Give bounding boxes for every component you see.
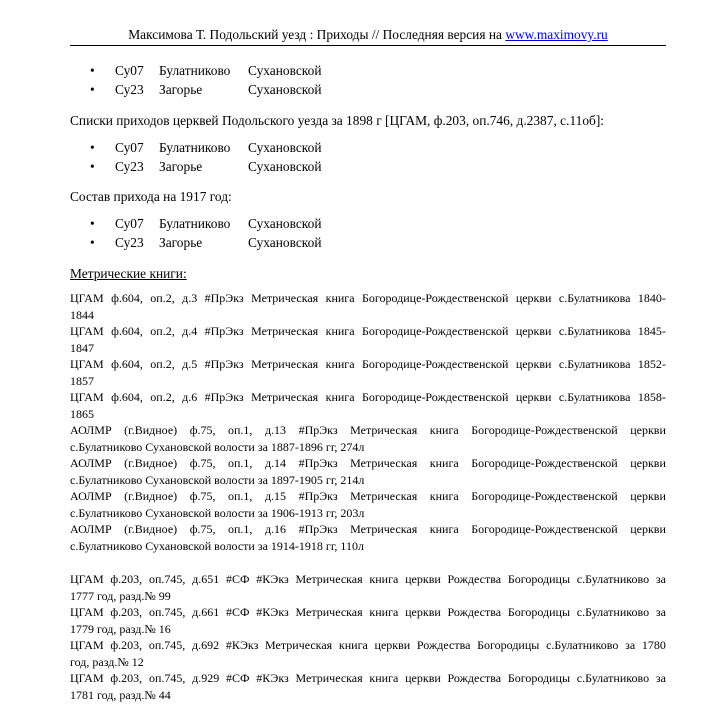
record-word: книга: [429, 489, 459, 503]
record-word: с.Булатникова: [558, 357, 631, 371]
record-line-2: год, разд.№ 12: [70, 654, 144, 669]
record-word: АОЛМР: [70, 489, 112, 503]
record-word: #СФ: [226, 605, 250, 619]
record-word: (г.Видное): [124, 456, 178, 470]
record-word: ф.203,: [110, 638, 143, 652]
record-word: с.Булатниково: [576, 671, 650, 685]
record-word: с.Булатникова: [558, 291, 631, 305]
record-line-2: с.Булатниково Сухановской волости за 1897-1905 гг, 214л: [70, 472, 365, 487]
village-name: Загорье: [159, 82, 203, 97]
record-line-2: 1844: [70, 307, 94, 322]
record-word: Метрическая: [265, 638, 333, 652]
record-word: церкви: [630, 456, 666, 470]
record-word: ф.604,: [111, 390, 143, 404]
record-word: #КЭкз: [225, 638, 259, 652]
volost-name: Сухановской: [248, 216, 322, 231]
record-word: оп.745,: [148, 638, 186, 652]
record-word: д.15: [264, 489, 287, 503]
record-word: Рождества: [447, 605, 502, 619]
record-word: Метрическая: [295, 671, 363, 685]
record-word: ф.75,: [189, 423, 216, 437]
record-word: книга: [369, 572, 399, 586]
record-line-1: [70, 670, 666, 687]
record-word: (г.Видное): [124, 489, 178, 503]
metric-book-record: [70, 521, 666, 554]
bullet-icon: •: [90, 82, 95, 97]
record-word: Богородице-Рождественской: [471, 456, 618, 470]
record-word: с.Булатникова: [558, 324, 631, 338]
record-word: Метрическая: [350, 489, 418, 503]
record-word: ф.604,: [111, 324, 143, 338]
record-word: Метрическая: [350, 456, 418, 470]
volost-name: Сухановской: [248, 140, 322, 155]
record-word: д.692: [192, 638, 220, 652]
record-word: 1852-: [637, 357, 666, 371]
record-line-2: 1857: [70, 373, 94, 388]
record-word: Богородицы: [507, 605, 571, 619]
record-word: 1845-: [637, 324, 666, 338]
record-word: Метрическая: [350, 423, 418, 437]
metric-book-record: [70, 670, 666, 703]
record-word: церкви: [515, 324, 552, 338]
parish-1917-paragraph: Состав прихода на 1917 год:: [70, 189, 232, 204]
record-line-1: [70, 323, 666, 340]
record-word: ЦГАМ: [70, 324, 104, 338]
record-word: 1840-: [637, 291, 666, 305]
record-word: д.661: [192, 605, 220, 619]
record-word: оп.2,: [150, 357, 175, 371]
record-word: ф.203,: [110, 572, 143, 586]
record-word: Метрическая: [295, 605, 363, 619]
record-word: Рождества: [447, 671, 502, 685]
village-name: Булатниково: [159, 140, 231, 155]
record-word: Метрическая: [251, 390, 319, 404]
record-word: д.14: [264, 456, 287, 470]
record-word: #ПрЭкз: [204, 291, 244, 305]
record-word: церкви: [405, 671, 441, 685]
record-word: ЦГАМ: [70, 390, 104, 404]
record-word: #ПрЭкз: [204, 324, 244, 338]
record-word: д.3: [182, 291, 198, 305]
record-word: за: [655, 572, 666, 586]
record-word: Богородице-Рождественской: [471, 423, 618, 437]
record-line-2: с.Булатниково Сухановской волости за 1906-1913 гг, 203л: [70, 505, 365, 520]
record-word: книга: [325, 291, 355, 305]
record-word: #КЭкз: [256, 605, 289, 619]
record-line-1: [70, 455, 666, 472]
record-word: #КЭкз: [256, 572, 289, 586]
record-word: книга: [429, 522, 459, 536]
record-word: АОЛМР: [70, 423, 112, 437]
record-word: оп.1,: [228, 456, 253, 470]
record-word: ЦГАМ: [70, 638, 104, 652]
record-word: с.Булатниково: [576, 572, 650, 586]
record-word: (г.Видное): [124, 522, 178, 536]
record-word: Метрическая: [350, 522, 418, 536]
record-word: ЦГАМ: [70, 572, 104, 586]
metric-books-list-b: [70, 571, 666, 703]
record-word: #СФ: [226, 572, 250, 586]
record-word: АОЛМР: [70, 456, 112, 470]
parish-lists-1898-paragraph: Списки приходов церквей Подольского уезда за 1898 г [ЦГАМ, ф.203, оп.746, д.2387, с.11об]:: [70, 113, 605, 128]
volost-name: Сухановской: [248, 235, 322, 250]
record-word: церкви: [630, 489, 666, 503]
village-name: Булатниково: [159, 63, 231, 78]
record-word: с.Булатникова: [558, 390, 631, 404]
record-word: Богородице-Рождественской: [361, 291, 509, 305]
village-name: Загорье: [159, 159, 203, 174]
record-word: Метрическая: [295, 572, 363, 586]
record-line-2: с.Булатниково Сухановской волости за 1887-1896 гг, 274л: [70, 439, 365, 454]
record-word: Богородице-Рождественской: [471, 522, 618, 536]
record-word: церкви: [630, 423, 666, 437]
record-word: оп.1,: [228, 423, 253, 437]
record-line-1: [70, 571, 666, 588]
metric-book-record: [70, 290, 666, 323]
record-word: 1858-: [637, 390, 666, 404]
metric-book-record: [70, 455, 666, 488]
record-line-1: [70, 356, 666, 373]
record-word: #ПрЭкз: [298, 489, 338, 503]
bullet-icon: •: [90, 159, 95, 174]
record-word: книга: [429, 423, 459, 437]
record-word: ЦГАМ: [70, 291, 104, 305]
record-word: д.13: [264, 423, 287, 437]
record-word: д.5: [182, 357, 198, 371]
record-word: Богородице-Рождественской: [471, 489, 618, 503]
record-line-2: 1847: [70, 340, 94, 355]
record-word: оп.1,: [228, 489, 253, 503]
record-line-2: 1779 год, разд.№ 16: [70, 621, 171, 636]
record-word: книга: [429, 456, 459, 470]
record-word: ф.203,: [110, 671, 143, 685]
record-word: Рождества: [416, 638, 471, 652]
record-word: #ПрЭкз: [204, 390, 244, 404]
volost-name: Сухановской: [248, 159, 322, 174]
record-word: книга: [338, 638, 368, 652]
record-line-1: [70, 389, 666, 406]
record-word: д.651: [192, 572, 220, 586]
record-word: Богородицы: [507, 572, 571, 586]
record-word: с.Булатниково: [546, 638, 619, 652]
parish-code: Су07: [115, 140, 144, 155]
record-word: #КЭкз: [256, 671, 289, 685]
village-name: Загорье: [159, 235, 203, 250]
metric-books-list-a: [70, 290, 666, 554]
record-line-1: [70, 637, 666, 654]
parish-code: Су23: [115, 235, 144, 250]
record-word: церкви: [405, 605, 441, 619]
volost-name: Сухановской: [248, 82, 322, 97]
record-word: с.Булатниково: [576, 605, 650, 619]
record-line-1: [70, 604, 666, 621]
record-word: Богородицы: [507, 671, 571, 685]
parish-code: Су07: [115, 63, 144, 78]
metric-book-record: [70, 637, 666, 670]
bullet-icon: •: [90, 216, 95, 231]
record-word: Богородицы: [477, 638, 540, 652]
metric-books-heading: Метрические книги:: [70, 266, 187, 281]
record-word: церкви: [515, 357, 552, 371]
record-word: ф.75,: [189, 522, 216, 536]
record-word: Рождества: [447, 572, 502, 586]
bullet-icon: •: [90, 235, 95, 250]
record-word: церкви: [405, 572, 441, 586]
record-word: АОЛМР: [70, 522, 112, 536]
record-word: Метрическая: [251, 291, 319, 305]
record-word: ЦГАМ: [70, 671, 104, 685]
metric-book-record: [70, 571, 666, 604]
record-word: церкви: [515, 291, 552, 305]
record-word: за: [655, 671, 666, 685]
record-word: #ПрЭкз: [298, 522, 338, 536]
record-word: #СФ: [226, 671, 250, 685]
header-link[interactable]: www.maximovy.ru: [505, 27, 608, 42]
parish-code: Су23: [115, 159, 144, 174]
record-line-2: 1865: [70, 406, 94, 421]
parish-code: Су23: [115, 82, 144, 97]
record-word: 1780: [641, 638, 666, 652]
record-word: ф.203,: [110, 605, 143, 619]
metric-book-record: [70, 356, 666, 389]
record-word: д.6: [182, 390, 198, 404]
record-word: ЦГАМ: [70, 357, 104, 371]
record-word: (г.Видное): [124, 423, 178, 437]
record-word: Богородице-Рождественской: [361, 390, 509, 404]
record-word: оп.2,: [150, 291, 175, 305]
record-word: книга: [369, 605, 399, 619]
record-word: оп.2,: [150, 390, 175, 404]
volost-name: Сухановской: [248, 63, 322, 78]
record-line-1: [70, 422, 666, 439]
record-line-1: [70, 521, 666, 538]
record-word: #ПрЭкз: [298, 423, 338, 437]
record-word: ЦГАМ: [70, 605, 104, 619]
record-word: Богородице-Рождественской: [361, 324, 509, 338]
record-word: оп.2,: [150, 324, 175, 338]
record-line-2: 1781 год, разд.№ 44: [70, 687, 171, 702]
record-word: церкви: [630, 522, 666, 536]
record-word: оп.1,: [228, 522, 253, 536]
record-word: за: [655, 605, 666, 619]
record-word: д.929: [192, 671, 220, 685]
record-word: оп.745,: [148, 572, 186, 586]
record-word: церкви: [374, 638, 411, 652]
metric-book-record: [70, 488, 666, 521]
metric-book-record: [70, 323, 666, 356]
record-word: за: [625, 638, 636, 652]
record-word: #ПрЭкз: [298, 456, 338, 470]
record-word: #ПрЭкз: [204, 357, 244, 371]
page-header: [70, 26, 666, 46]
record-word: Богородице-Рождественской: [361, 357, 509, 371]
record-line-2: с.Булатниково Сухановской волости за 1914-1918 гг, 110л: [70, 538, 364, 553]
metric-book-record: [70, 389, 666, 422]
village-name: Булатниково: [159, 216, 231, 231]
record-word: ф.75,: [189, 489, 216, 503]
bullet-icon: •: [90, 140, 95, 155]
record-word: Метрическая: [251, 324, 319, 338]
record-word: ф.604,: [111, 357, 143, 371]
record-word: ф.75,: [189, 456, 216, 470]
record-word: книга: [325, 357, 355, 371]
record-word: д.4: [182, 324, 198, 338]
record-word: оп.745,: [148, 605, 186, 619]
metric-book-record: [70, 604, 666, 637]
record-word: книга: [325, 324, 355, 338]
record-line-2: 1777 год, разд.№ 99: [70, 588, 171, 603]
record-word: книга: [369, 671, 399, 685]
metric-book-record: [70, 422, 666, 455]
record-line-1: [70, 488, 666, 505]
header-text: Максимова Т. Подольский уезд : Приходы // Последняя версия на: [128, 27, 502, 42]
record-line-1: [70, 290, 666, 307]
parish-code: Су07: [115, 216, 144, 231]
record-word: церкви: [515, 390, 552, 404]
record-word: оп.745,: [148, 671, 186, 685]
record-word: ф.604,: [111, 291, 143, 305]
record-word: Метрическая: [251, 357, 319, 371]
record-word: книга: [325, 390, 355, 404]
record-word: д.16: [264, 522, 287, 536]
bullet-icon: •: [90, 63, 95, 78]
